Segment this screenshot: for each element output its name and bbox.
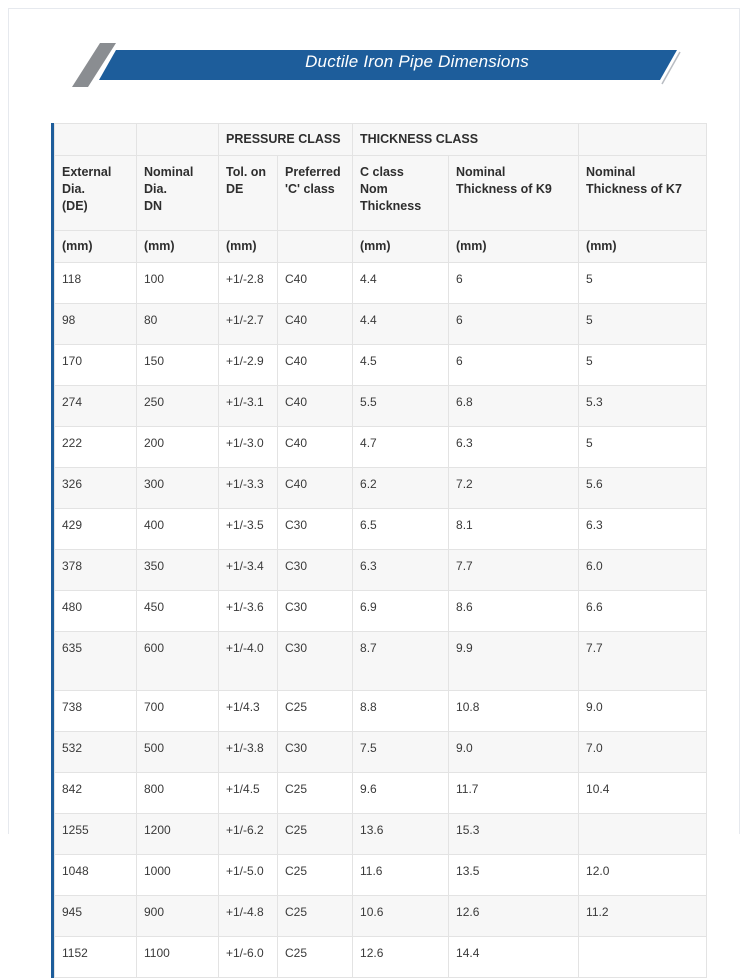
column-header — [55, 156, 137, 231]
thickness-class-header: THICKNESS CLASS — [353, 124, 579, 156]
table-cell: +1/-4.0 — [219, 632, 278, 691]
table-cell — [579, 814, 707, 855]
table-cell: C30 — [278, 732, 353, 773]
table-row — [55, 345, 707, 386]
group-header-row — [55, 124, 707, 156]
column-header-line: Nominal — [586, 165, 636, 179]
table-cell: 8.8 — [353, 691, 449, 732]
table-cell: C30 — [278, 509, 353, 550]
table-cell: 800 — [137, 773, 219, 814]
table-cell: C40 — [278, 386, 353, 427]
column-header-line: Nominal — [144, 165, 194, 179]
table-cell: C30 — [278, 550, 353, 591]
table-cell: 8.6 — [449, 591, 579, 632]
table-cell: 11.6 — [353, 855, 449, 896]
column-header-line: Tol. on — [226, 165, 267, 179]
table-cell: C40 — [278, 263, 353, 304]
column-header-line: 'C' class — [285, 182, 335, 196]
table-cell: 6 — [449, 345, 579, 386]
column-header-line: DE — [226, 182, 244, 196]
table-cell: 7.7 — [449, 550, 579, 591]
table-cell: C40 — [278, 345, 353, 386]
table-row — [55, 386, 707, 427]
column-header-line: (DE) — [62, 199, 88, 213]
unit-header: (mm) — [579, 231, 707, 263]
table-cell: 100 — [137, 263, 219, 304]
table-cell: 450 — [137, 591, 219, 632]
table-cell: 4.5 — [353, 345, 449, 386]
title-banner — [72, 42, 682, 88]
table-cell: 700 — [137, 691, 219, 732]
pressure-class-header: PRESSURE CLASS — [219, 124, 353, 156]
table-cell: 7.7 — [579, 632, 707, 691]
table-cell: +1/4.5 — [219, 773, 278, 814]
unit-header-row — [55, 231, 707, 263]
table-cell: 5.3 — [579, 386, 707, 427]
table-cell: C25 — [278, 773, 353, 814]
column-header — [219, 156, 278, 231]
table-cell: +1/-3.8 — [219, 732, 278, 773]
table-cell: 400 — [137, 509, 219, 550]
table-cell: C25 — [278, 855, 353, 896]
column-header-line: Nom — [360, 182, 388, 196]
table-cell: 1100 — [137, 937, 219, 978]
table-row — [55, 427, 707, 468]
table-cell: 738 — [55, 691, 137, 732]
table-cell: 10.6 — [353, 896, 449, 937]
unit-header — [278, 231, 353, 263]
table-cell: 378 — [55, 550, 137, 591]
table-cell: +1/-2.8 — [219, 263, 278, 304]
column-header-line: External — [62, 165, 112, 179]
dimensions-table-wrapper — [51, 123, 706, 978]
table-row — [55, 632, 707, 691]
table-cell: C30 — [278, 632, 353, 691]
table-row — [55, 304, 707, 345]
group-header-empty — [579, 124, 707, 156]
table-cell: 13.6 — [353, 814, 449, 855]
table-cell: 9.9 — [449, 632, 579, 691]
table-cell: 480 — [55, 591, 137, 632]
table-cell: 11.2 — [579, 896, 707, 937]
table-cell: +1/-3.3 — [219, 468, 278, 509]
table-cell: 12.6 — [353, 937, 449, 978]
table-cell: 500 — [137, 732, 219, 773]
table-cell: C40 — [278, 468, 353, 509]
table-cell: 14.4 — [449, 937, 579, 978]
table-cell: 945 — [55, 896, 137, 937]
table-cell: +1/-6.2 — [219, 814, 278, 855]
table-cell: 6 — [449, 263, 579, 304]
table-cell: 635 — [55, 632, 137, 691]
table-cell: 842 — [55, 773, 137, 814]
column-header-line: Dia. — [144, 182, 167, 196]
table-cell: C40 — [278, 427, 353, 468]
table-cell: 8.1 — [449, 509, 579, 550]
table-cell: 10.8 — [449, 691, 579, 732]
column-header-line: Nominal — [456, 165, 506, 179]
table-cell: C25 — [278, 814, 353, 855]
table-cell: +1/-2.9 — [219, 345, 278, 386]
table-cell: C25 — [278, 896, 353, 937]
table-cell: C25 — [278, 691, 353, 732]
table-cell: 7.5 — [353, 732, 449, 773]
unit-header: (mm) — [449, 231, 579, 263]
table-row — [55, 814, 707, 855]
table-cell: +1/-3.5 — [219, 509, 278, 550]
table-cell: 5 — [579, 263, 707, 304]
dimensions-table — [54, 123, 707, 978]
table-cell: 10.4 — [579, 773, 707, 814]
table-cell: 98 — [55, 304, 137, 345]
column-header-row — [55, 156, 707, 231]
table-cell: 11.7 — [449, 773, 579, 814]
table-cell: 6.2 — [353, 468, 449, 509]
table-row — [55, 896, 707, 937]
table-row — [55, 732, 707, 773]
table-cell: +1/-6.0 — [219, 937, 278, 978]
table-cell: 1000 — [137, 855, 219, 896]
table-cell: 4.4 — [353, 304, 449, 345]
table-cell: 600 — [137, 632, 219, 691]
table-cell: 326 — [55, 468, 137, 509]
table-cell: 6.0 — [579, 550, 707, 591]
table-cell: 5 — [579, 427, 707, 468]
column-header — [449, 156, 579, 231]
column-header-line: C class — [360, 165, 404, 179]
table-cell: 80 — [137, 304, 219, 345]
table-cell: 9.0 — [579, 691, 707, 732]
column-header — [278, 156, 353, 231]
table-cell: 1152 — [55, 937, 137, 978]
table-cell: C40 — [278, 304, 353, 345]
table-cell: +1/-2.7 — [219, 304, 278, 345]
table-row — [55, 509, 707, 550]
table-cell: 150 — [137, 345, 219, 386]
table-cell: 5.5 — [353, 386, 449, 427]
table-cell: 4.7 — [353, 427, 449, 468]
table-cell: +1/-3.6 — [219, 591, 278, 632]
table-cell: 8.7 — [353, 632, 449, 691]
table-row — [55, 937, 707, 978]
table-cell: 6 — [449, 304, 579, 345]
table-cell: 429 — [55, 509, 137, 550]
table-row — [55, 591, 707, 632]
column-header-line: Thickness of K9 — [456, 182, 552, 196]
table-cell: 532 — [55, 732, 137, 773]
table-cell: 5.6 — [579, 468, 707, 509]
group-header-empty — [55, 124, 137, 156]
table-cell: 1048 — [55, 855, 137, 896]
table-cell: 1255 — [55, 814, 137, 855]
table-cell: 12.6 — [449, 896, 579, 937]
table-row — [55, 691, 707, 732]
column-header — [353, 156, 449, 231]
table-cell: 1200 — [137, 814, 219, 855]
column-header — [137, 156, 219, 231]
table-cell: 900 — [137, 896, 219, 937]
table-row — [55, 468, 707, 509]
table-cell: 250 — [137, 386, 219, 427]
table-cell: 6.9 — [353, 591, 449, 632]
unit-header: (mm) — [55, 231, 137, 263]
table-cell — [579, 937, 707, 978]
table-cell: 118 — [55, 263, 137, 304]
table-cell: C30 — [278, 591, 353, 632]
unit-header: (mm) — [137, 231, 219, 263]
table-cell: 274 — [55, 386, 137, 427]
table-cell: +1/-5.0 — [219, 855, 278, 896]
table-row — [55, 855, 707, 896]
table-cell: 6.8 — [449, 386, 579, 427]
table-row — [55, 773, 707, 814]
table-cell: 13.5 — [449, 855, 579, 896]
table-cell: 5 — [579, 345, 707, 386]
unit-header: (mm) — [353, 231, 449, 263]
table-cell: 5 — [579, 304, 707, 345]
table-cell: 6.6 — [579, 591, 707, 632]
table-cell: 222 — [55, 427, 137, 468]
table-cell: 12.0 — [579, 855, 707, 896]
table-cell: 7.2 — [449, 468, 579, 509]
table-cell: +1/-3.0 — [219, 427, 278, 468]
table-row — [55, 550, 707, 591]
page-title: Ductile Iron Pipe Dimensions — [305, 52, 529, 71]
column-header-line: Thickness of K7 — [586, 182, 682, 196]
table-cell: +1/4.3 — [219, 691, 278, 732]
table-cell: 6.5 — [353, 509, 449, 550]
table-cell: 6.3 — [579, 509, 707, 550]
unit-header: (mm) — [219, 231, 278, 263]
table-cell: 4.4 — [353, 263, 449, 304]
table-cell: +1/-3.1 — [219, 386, 278, 427]
table-cell: 15.3 — [449, 814, 579, 855]
table-cell: 170 — [55, 345, 137, 386]
table-cell: +1/-3.4 — [219, 550, 278, 591]
table-cell: +1/-4.8 — [219, 896, 278, 937]
table-cell: 200 — [137, 427, 219, 468]
table-cell: 6.3 — [353, 550, 449, 591]
column-header-line: Thickness — [360, 199, 422, 213]
table-cell: 300 — [137, 468, 219, 509]
table-cell: 350 — [137, 550, 219, 591]
table-cell: 6.3 — [449, 427, 579, 468]
table-cell: 9.6 — [353, 773, 449, 814]
table-cell: C25 — [278, 937, 353, 978]
column-header-line: Preferred — [285, 165, 341, 179]
group-header-empty — [137, 124, 219, 156]
column-header-line: Dia. — [62, 182, 85, 196]
column-header-line: DN — [144, 199, 163, 213]
column-header — [579, 156, 707, 231]
table-cell: 7.0 — [579, 732, 707, 773]
table-row — [55, 263, 707, 304]
table-cell: 9.0 — [449, 732, 579, 773]
